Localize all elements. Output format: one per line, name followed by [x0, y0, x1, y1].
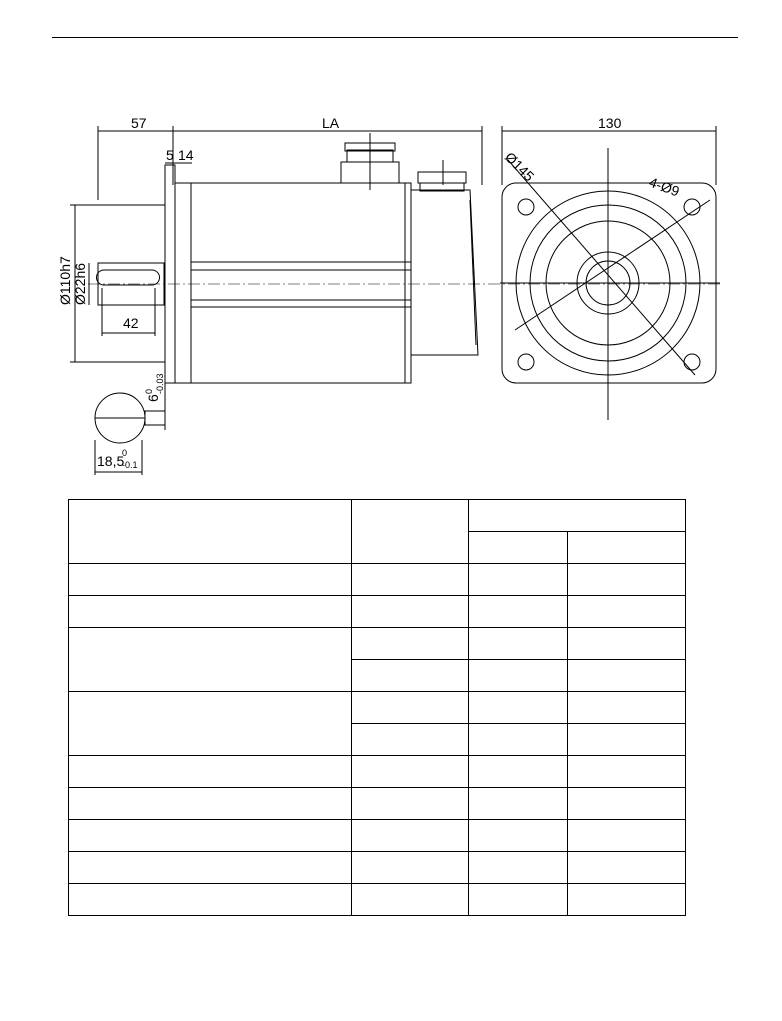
table-cell	[469, 628, 568, 660]
table-cell	[469, 724, 568, 756]
table-cell	[469, 884, 568, 916]
table-cell	[69, 596, 352, 628]
table-cell	[469, 692, 568, 724]
key-width-upper-dim: 0	[144, 388, 154, 394]
table-cell	[352, 564, 469, 596]
table-cell	[568, 852, 686, 884]
key-depth-lower-dim: -0.1	[122, 460, 138, 470]
table-cell	[69, 884, 352, 916]
key-length-dim: 42	[123, 315, 139, 331]
table-cell	[469, 788, 568, 820]
flange-step-a-dim: 5	[166, 147, 174, 163]
table-cell	[568, 820, 686, 852]
table-cell	[469, 820, 568, 852]
table-row	[69, 852, 686, 884]
table-cell	[568, 756, 686, 788]
spec-table	[68, 499, 686, 916]
table-cell	[69, 788, 352, 820]
table-cell	[352, 788, 469, 820]
table-cell	[352, 756, 469, 788]
shaft-diameter-dim: Ø22h6	[72, 262, 88, 305]
table-cell	[469, 852, 568, 884]
table-cell	[352, 724, 469, 756]
table-cell	[352, 596, 469, 628]
header-cell-unit	[352, 500, 469, 564]
table-cell	[352, 884, 469, 916]
table-row	[69, 692, 686, 724]
header-cell-group	[469, 500, 686, 532]
pcd-dim: Ø145	[501, 148, 538, 185]
holes-dim: 4-Ø9	[646, 173, 682, 200]
table-cell	[69, 628, 352, 692]
table-header-row	[69, 500, 686, 532]
table-row	[69, 564, 686, 596]
table-row	[69, 788, 686, 820]
table-cell	[352, 852, 469, 884]
subheader-cell-a	[469, 532, 568, 564]
table-cell	[568, 660, 686, 692]
table-cell	[352, 692, 469, 724]
table-row	[69, 596, 686, 628]
table-cell	[69, 756, 352, 788]
shaft-length-dim: 57	[131, 115, 147, 131]
table-cell	[568, 788, 686, 820]
subheader-cell-b	[568, 532, 686, 564]
table-cell	[568, 596, 686, 628]
table-cell	[469, 596, 568, 628]
table-cell	[352, 628, 469, 660]
table-row	[69, 628, 686, 660]
table-cell	[69, 564, 352, 596]
pilot-diameter-dim: Ø110h7	[57, 256, 73, 305]
key-depth-upper-dim: 0	[122, 448, 128, 458]
table-cell	[469, 756, 568, 788]
table-cell	[69, 692, 352, 756]
table-cell	[469, 660, 568, 692]
table-cell	[568, 884, 686, 916]
table-cell	[568, 564, 686, 596]
table-cell	[568, 628, 686, 660]
flange-step-b-dim: 14	[178, 147, 194, 163]
table-cell	[568, 724, 686, 756]
table-row	[69, 820, 686, 852]
table-cell	[69, 852, 352, 884]
key-width-dim: 6	[145, 394, 161, 402]
table-cell	[568, 692, 686, 724]
flange-square-dim: 130	[598, 115, 622, 131]
table-row	[69, 756, 686, 788]
body-length-dim: LA	[322, 115, 340, 131]
table-cell	[69, 820, 352, 852]
key-depth-dim: 18,5	[97, 453, 125, 469]
table-cell	[352, 820, 469, 852]
table-cell	[469, 564, 568, 596]
table-cell	[352, 660, 469, 692]
servo-motor-dimension-drawing	[0, 0, 782, 490]
key-width-lower-dim: -0.03	[155, 373, 165, 394]
table-row	[69, 884, 686, 916]
header-cell-item	[69, 500, 352, 564]
